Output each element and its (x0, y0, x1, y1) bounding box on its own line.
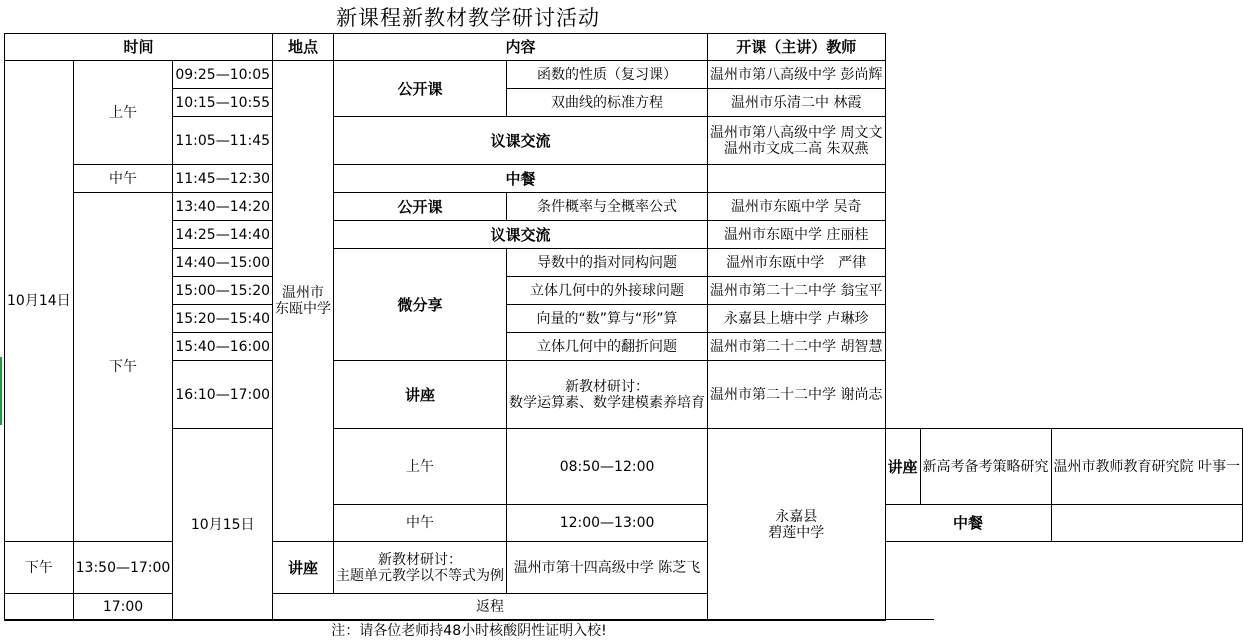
table-row (5, 117, 1243, 165)
header-row (5, 34, 1243, 61)
table-row (5, 221, 1243, 249)
location-line: 东瓯中学 (275, 301, 332, 317)
time-cell[interactable]: 15:00—15:20 (173, 277, 273, 305)
footer-note: 注：请各位老师持48小时核酸阴性证明入校! (4, 619, 934, 642)
time-cell[interactable]: 08:50—12:00 (507, 429, 708, 505)
location-cell[interactable] (273, 61, 334, 542)
table-row (5, 193, 1243, 221)
topic-cell[interactable]: 向量的“数”算与“形”算 (507, 305, 708, 333)
type-cell[interactable]: 讲座 (885, 429, 920, 505)
period-cell[interactable] (5, 594, 74, 621)
time-cell[interactable]: 12:00—13:00 (507, 505, 708, 542)
type-cell[interactable]: 讲座 (273, 542, 334, 594)
topic-cell[interactable]: 新高考备考策略研究 (920, 429, 1051, 505)
topic-cell[interactable]: 函数的性质（复习课） (507, 61, 708, 89)
teacher-cell[interactable]: 温州市第二十二中学 翁宝平 (708, 277, 885, 305)
period-cell[interactable]: 中午 (334, 505, 507, 542)
topic-line: 数学运算素、数学建模素养培育 (509, 394, 706, 411)
activity-cell[interactable]: 议课交流 (334, 117, 708, 165)
type-cell[interactable]: 微分享 (334, 249, 507, 361)
location-line: 温州市 (282, 285, 325, 301)
teacher-line: 温州市第八高级中学 周文文 (710, 124, 883, 141)
period-cell[interactable]: 中午 (73, 165, 173, 193)
location-line: 碧莲中学 (768, 524, 825, 541)
table-row (5, 89, 1243, 117)
location-line: 永嘉县 (775, 508, 818, 525)
topic-cell[interactable]: 立体几何中的外接球问题 (507, 277, 708, 305)
date-cell[interactable]: 10月15日 (173, 429, 273, 621)
teacher-cell[interactable] (708, 165, 885, 193)
time-cell[interactable]: 11:45—12:30 (173, 165, 273, 193)
topic-cell[interactable]: 导数中的指对同构问题 (507, 249, 708, 277)
header-content[interactable]: 内容 (334, 34, 708, 61)
time-cell[interactable]: 13:50—17:00 (73, 542, 173, 594)
table-row (5, 361, 1243, 429)
type-cell[interactable]: 讲座 (334, 361, 507, 429)
time-cell[interactable]: 13:40—14:20 (173, 193, 273, 221)
activity-cell[interactable]: 议课交流 (334, 221, 708, 249)
time-cell[interactable]: 10:15—10:55 (173, 89, 273, 117)
header-time[interactable]: 时间 (5, 34, 273, 61)
activity-cell[interactable]: 返程 (273, 594, 708, 621)
teacher-cell[interactable] (708, 117, 885, 165)
table-row (5, 165, 1243, 193)
teacher-line: 温州市文成二高 朱双燕 (724, 140, 869, 157)
schedule-table (4, 33, 1243, 621)
schedule-table-wrap (4, 33, 1243, 621)
topic-cell[interactable]: 条件概率与全概率公式 (507, 193, 708, 221)
period-cell[interactable]: 下午 (73, 193, 173, 542)
time-cell[interactable]: 14:25—14:40 (173, 221, 273, 249)
topic-cell[interactable]: 立体几何中的翻折问题 (507, 333, 708, 361)
table-row (5, 305, 1243, 333)
topic-cell[interactable]: 双曲线的标准方程 (507, 89, 708, 117)
page-title: 新课程新教材教学研讨活动 (336, 6, 600, 30)
teacher-cell[interactable]: 温州市第二十二中学 谢尚志 (708, 361, 885, 429)
teacher-cell[interactable]: 永嘉县上塘中学 卢琳珍 (708, 305, 885, 333)
teacher-cell[interactable]: 温州市乐清二中 林霞 (708, 89, 885, 117)
topic-cell[interactable] (334, 542, 507, 594)
time-cell[interactable]: 11:05—11:45 (173, 117, 273, 165)
time-cell[interactable]: 09:25—10:05 (173, 61, 273, 89)
period-cell[interactable]: 上午 (73, 61, 173, 165)
table-row (5, 277, 1243, 305)
location-cell[interactable] (708, 429, 885, 621)
type-cell[interactable]: 公开课 (334, 61, 507, 117)
teacher-cell[interactable]: 温州市东瓯中学 吴奇 (708, 193, 885, 221)
date-cell[interactable]: 10月14日 (5, 61, 74, 542)
table-row (5, 333, 1243, 361)
time-cell[interactable]: 16:10—17:00 (173, 361, 273, 429)
table-row (5, 61, 1243, 89)
topic-line: 新教材研讨： (378, 551, 463, 568)
activity-cell[interactable]: 中餐 (885, 505, 1051, 542)
row-selection-indicator (0, 357, 2, 425)
teacher-cell[interactable]: 温州市第八高级中学 彭尚辉 (708, 61, 885, 89)
teacher-cell[interactable]: 温州市教师教育研究院 叶事一 (1051, 429, 1242, 505)
teacher-cell[interactable] (1051, 505, 1242, 542)
teacher-cell[interactable]: 温州市东瓯中学 严律 (708, 249, 885, 277)
period-cell[interactable]: 上午 (334, 429, 507, 505)
period-cell[interactable]: 下午 (5, 542, 74, 594)
topic-cell[interactable] (507, 361, 708, 429)
type-cell[interactable]: 公开课 (334, 193, 507, 221)
teacher-cell[interactable]: 温州市东瓯中学 庄丽桂 (708, 221, 885, 249)
time-cell[interactable]: 15:20—15:40 (173, 305, 273, 333)
topic-line: 新教材研讨： (565, 378, 650, 395)
header-teacher[interactable]: 开课（主讲）教师 (708, 34, 885, 61)
topic-line: 主题单元教学以不等式为例 (336, 567, 505, 584)
table-row (5, 249, 1243, 277)
teacher-cell[interactable]: 温州市第十四高级中学 陈芝飞 (507, 542, 708, 594)
activity-cell[interactable]: 中餐 (334, 165, 708, 193)
time-cell[interactable]: 15:40—16:00 (173, 333, 273, 361)
table-row (5, 429, 1243, 505)
time-cell[interactable]: 17:00 (73, 594, 173, 621)
header-location[interactable]: 地点 (273, 34, 334, 61)
time-cell[interactable]: 14:40—15:00 (173, 249, 273, 277)
teacher-cell[interactable]: 温州市第二十二中学 胡智慧 (708, 333, 885, 361)
